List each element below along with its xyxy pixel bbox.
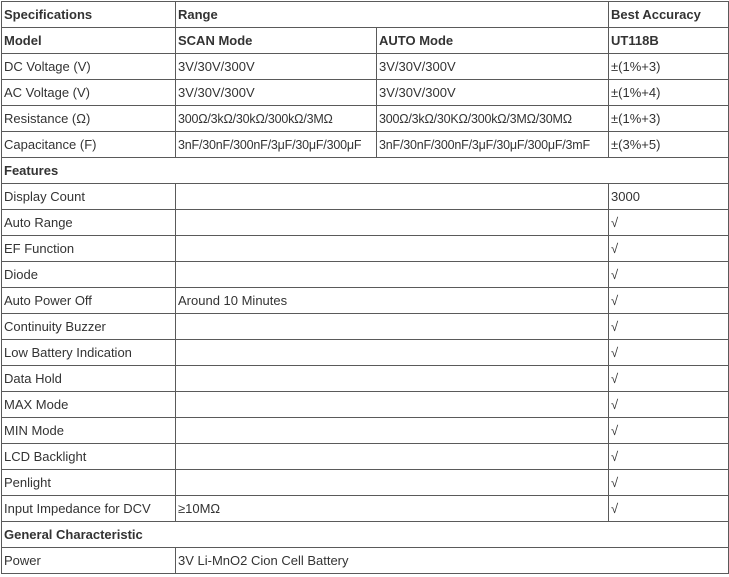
feature-range (176, 262, 609, 288)
spec-scan-range: 3nF/30nF/300nF/3μF/30μF/300μF (176, 132, 377, 158)
feature-range (176, 236, 609, 262)
general-title: General Characteristic (2, 522, 729, 548)
feature-range (176, 470, 609, 496)
feature-row (2, 340, 729, 366)
auto-mode-header: AUTO Mode (377, 28, 609, 54)
spec-auto-range: 300Ω/3kΩ/30KΩ/300kΩ/3MΩ/30MΩ (377, 106, 609, 132)
range-header: Range (176, 2, 609, 28)
spec-label: Capacitance (F) (2, 132, 176, 158)
spec-scan-range: 3V/30V/300V (176, 54, 377, 80)
best-accuracy-header: Best Accuracy (609, 2, 729, 28)
spec-label: Resistance (Ω) (2, 106, 176, 132)
feature-row (2, 236, 729, 262)
feature-label: Low Battery Indication (2, 340, 176, 366)
specifications-header: Specifications (2, 2, 176, 28)
spec-row-capacitance (2, 132, 729, 158)
feature-value: √ (609, 210, 729, 236)
spec-scan-range: 3V/30V/300V (176, 80, 377, 106)
general-label: Power (2, 548, 176, 574)
feature-label: Display Count (2, 184, 176, 210)
feature-range (176, 314, 609, 340)
feature-range (176, 340, 609, 366)
model-label: Model (2, 28, 176, 54)
general-value: 3V Li-MnO2 Cion Cell Battery (176, 548, 729, 574)
feature-value: √ (609, 236, 729, 262)
feature-value: √ (609, 444, 729, 470)
feature-row (2, 288, 729, 314)
spec-scan-range: 300Ω/3kΩ/30kΩ/300kΩ/3MΩ (176, 106, 377, 132)
feature-label: Input Impedance for DCV (2, 496, 176, 522)
general-row (2, 548, 729, 574)
feature-value: √ (609, 470, 729, 496)
specifications-table (1, 1, 729, 574)
feature-value: √ (609, 314, 729, 340)
feature-value: 3000 (609, 184, 729, 210)
feature-value: √ (609, 496, 729, 522)
feature-label: Data Hold (2, 366, 176, 392)
header-row (2, 2, 729, 28)
spec-label: AC Voltage (V) (2, 80, 176, 106)
general-section-row (2, 522, 729, 548)
feature-range (176, 210, 609, 236)
feature-row (2, 314, 729, 340)
spec-accuracy: ±(1%+4) (609, 80, 729, 106)
feature-range (176, 184, 609, 210)
feature-range (176, 366, 609, 392)
spec-auto-range: 3V/30V/300V (377, 54, 609, 80)
spec-accuracy: ±(1%+3) (609, 54, 729, 80)
feature-label: MAX Mode (2, 392, 176, 418)
feature-range (176, 444, 609, 470)
feature-label: Auto Power Off (2, 288, 176, 314)
spec-accuracy: ±(3%+5) (609, 132, 729, 158)
feature-row (2, 444, 729, 470)
feature-value: √ (609, 392, 729, 418)
feature-row (2, 210, 729, 236)
feature-range: Around 10 Minutes (176, 288, 609, 314)
feature-label: LCD Backlight (2, 444, 176, 470)
feature-range (176, 392, 609, 418)
feature-value: √ (609, 418, 729, 444)
feature-row (2, 262, 729, 288)
model-name: UT118B (609, 28, 729, 54)
feature-label: MIN Mode (2, 418, 176, 444)
feature-range (176, 418, 609, 444)
features-section-row (2, 158, 729, 184)
feature-value: √ (609, 366, 729, 392)
scan-mode-header: SCAN Mode (176, 28, 377, 54)
spec-auto-range: 3V/30V/300V (377, 80, 609, 106)
feature-value: √ (609, 262, 729, 288)
feature-value: √ (609, 288, 729, 314)
feature-label: EF Function (2, 236, 176, 262)
features-title: Features (2, 158, 729, 184)
feature-range: ≥10MΩ (176, 496, 609, 522)
model-row (2, 28, 729, 54)
feature-label: Penlight (2, 470, 176, 496)
feature-value: √ (609, 340, 729, 366)
feature-row (2, 392, 729, 418)
spec-label: DC Voltage (V) (2, 54, 176, 80)
feature-row (2, 418, 729, 444)
spec-row-resistance (2, 106, 729, 132)
spec-row-ac-voltage (2, 80, 729, 106)
spec-row-dc-voltage (2, 54, 729, 80)
spec-auto-range: 3nF/30nF/300nF/3μF/30μF/300μF/3mF (377, 132, 609, 158)
feature-row (2, 496, 729, 522)
feature-label: Continuity Buzzer (2, 314, 176, 340)
feature-row (2, 184, 729, 210)
feature-label: Auto Range (2, 210, 176, 236)
feature-row (2, 366, 729, 392)
feature-row (2, 470, 729, 496)
spec-accuracy: ±(1%+3) (609, 106, 729, 132)
feature-label: Diode (2, 262, 176, 288)
